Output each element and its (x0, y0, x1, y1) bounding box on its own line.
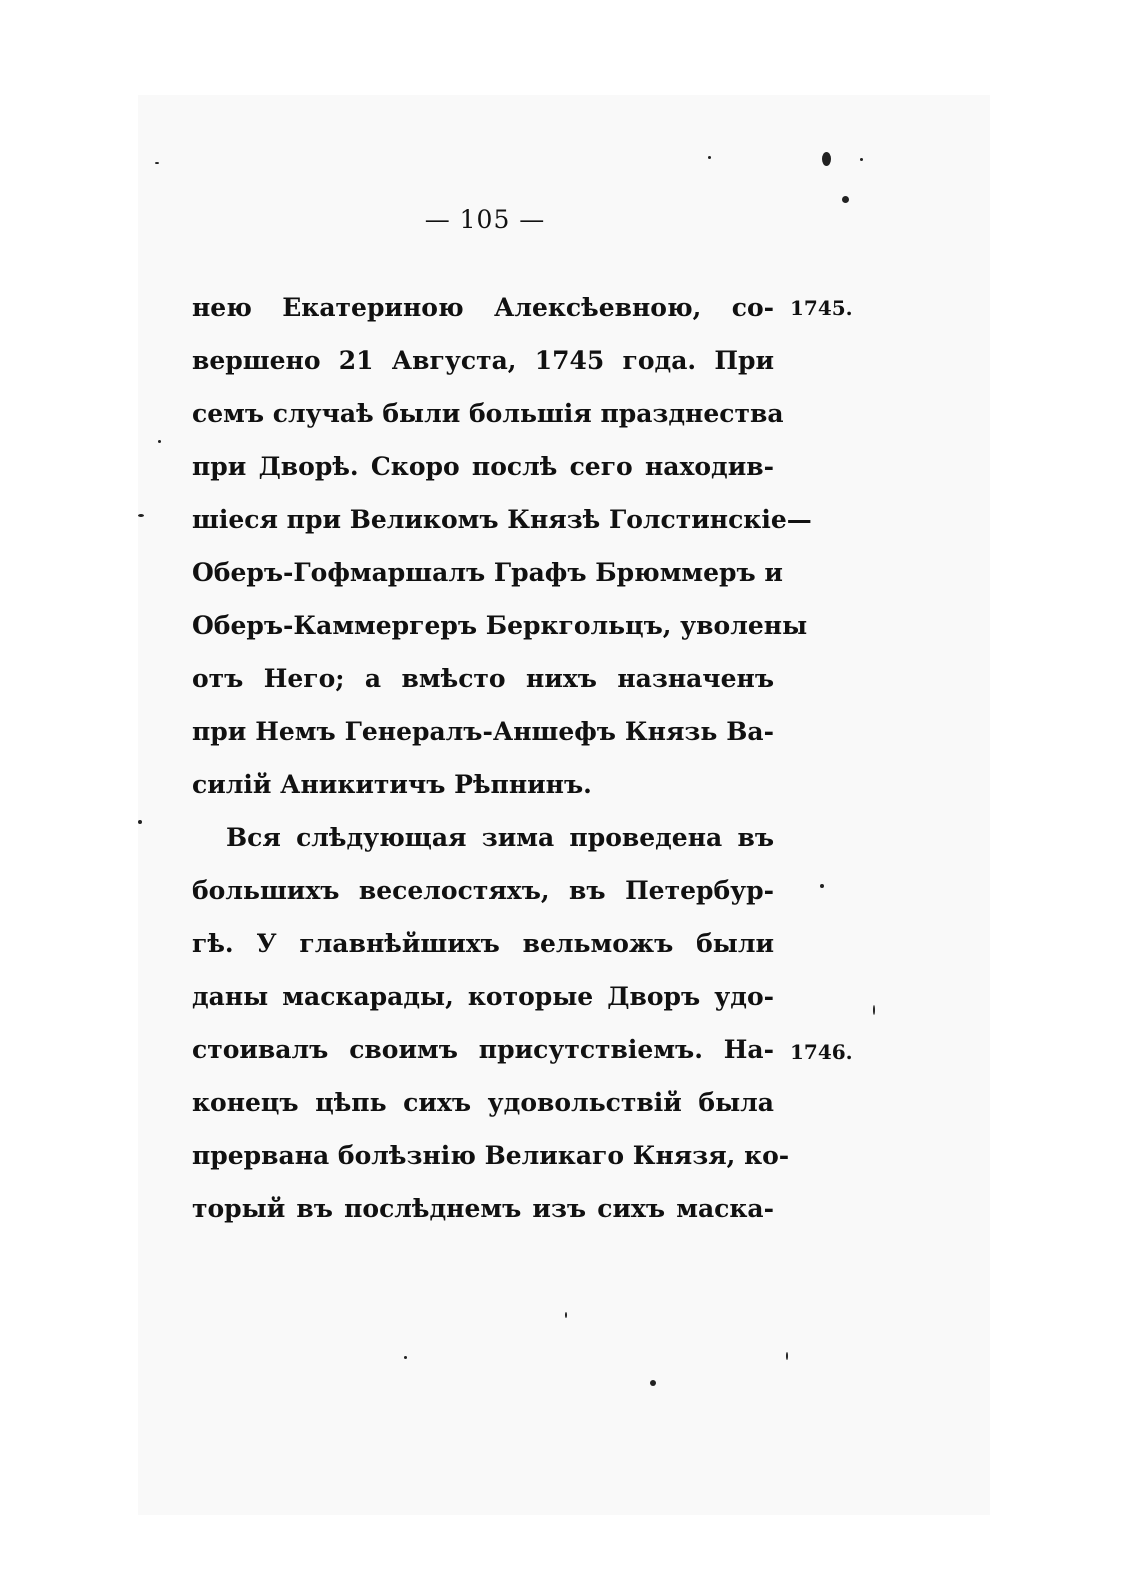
ink-speck (138, 514, 144, 517)
text-line-9: при Немъ Генералъ-Аншефъ Князь Ва- (192, 717, 774, 746)
text-line-1: нею Екатериною Алексѣевною, со- (192, 293, 774, 322)
text-line-18: торый въ послѣднемъ изъ сихъ маска- (192, 1194, 774, 1223)
text-line-16: конецъ цѣпь сихъ удовольствій была (192, 1088, 774, 1117)
text-line-15: стоивалъ своимъ присутствіемъ. На- (192, 1035, 774, 1064)
text-line-6: Оберъ-Гофмаршалъ Графъ Брюммеръ и (192, 558, 783, 587)
text-line-12: большихъ веселостяхъ, въ Петербур- (192, 876, 774, 905)
ink-speck (820, 884, 824, 888)
ink-speck (404, 1356, 407, 1359)
text-line-5: шіеся при Великомъ Князѣ Голстинскіе— (192, 505, 812, 534)
text-line-10: силій Аникитичъ Рѣпнинъ. (192, 770, 592, 799)
text-line-17: прервана болѣзнію Великаго Князя, ко- (192, 1141, 790, 1170)
ink-speck (155, 162, 159, 164)
ink-speck (158, 440, 161, 443)
ink-speck (786, 1352, 788, 1360)
ink-speck (565, 1312, 567, 1318)
ink-speck (138, 820, 142, 824)
ink-speck (708, 156, 711, 159)
text-line-4: при Дворѣ. Скоро послѣ сего находив- (192, 452, 774, 481)
text-line-13: гѣ. У главнѣйшихъ вельможъ были (192, 929, 774, 958)
text-line-2: вершено 21 Августа, 1745 года. При (192, 346, 774, 375)
text-line-8: отъ Него; а вмѣсто нихъ назначенъ (192, 664, 774, 693)
ink-speck (873, 1005, 875, 1015)
marginal-year-1745: 1745. (790, 296, 853, 320)
ink-speck (842, 196, 849, 203)
ink-speck (650, 1380, 656, 1386)
marginal-year-1746: 1746. (790, 1040, 853, 1064)
text-line-11: Вся слѣдующая зима проведена въ (226, 823, 774, 852)
page-number: — 105 — (424, 205, 546, 234)
ink-speck (860, 158, 863, 161)
text-line-7: Оберъ-Каммергеръ Беркгольцъ, уволены (192, 611, 808, 640)
ink-speck (822, 152, 831, 166)
text-line-3: семъ случаѣ были большія празднества (192, 399, 784, 428)
text-line-14: даны маскарады, которые Дворъ удо- (192, 982, 774, 1011)
